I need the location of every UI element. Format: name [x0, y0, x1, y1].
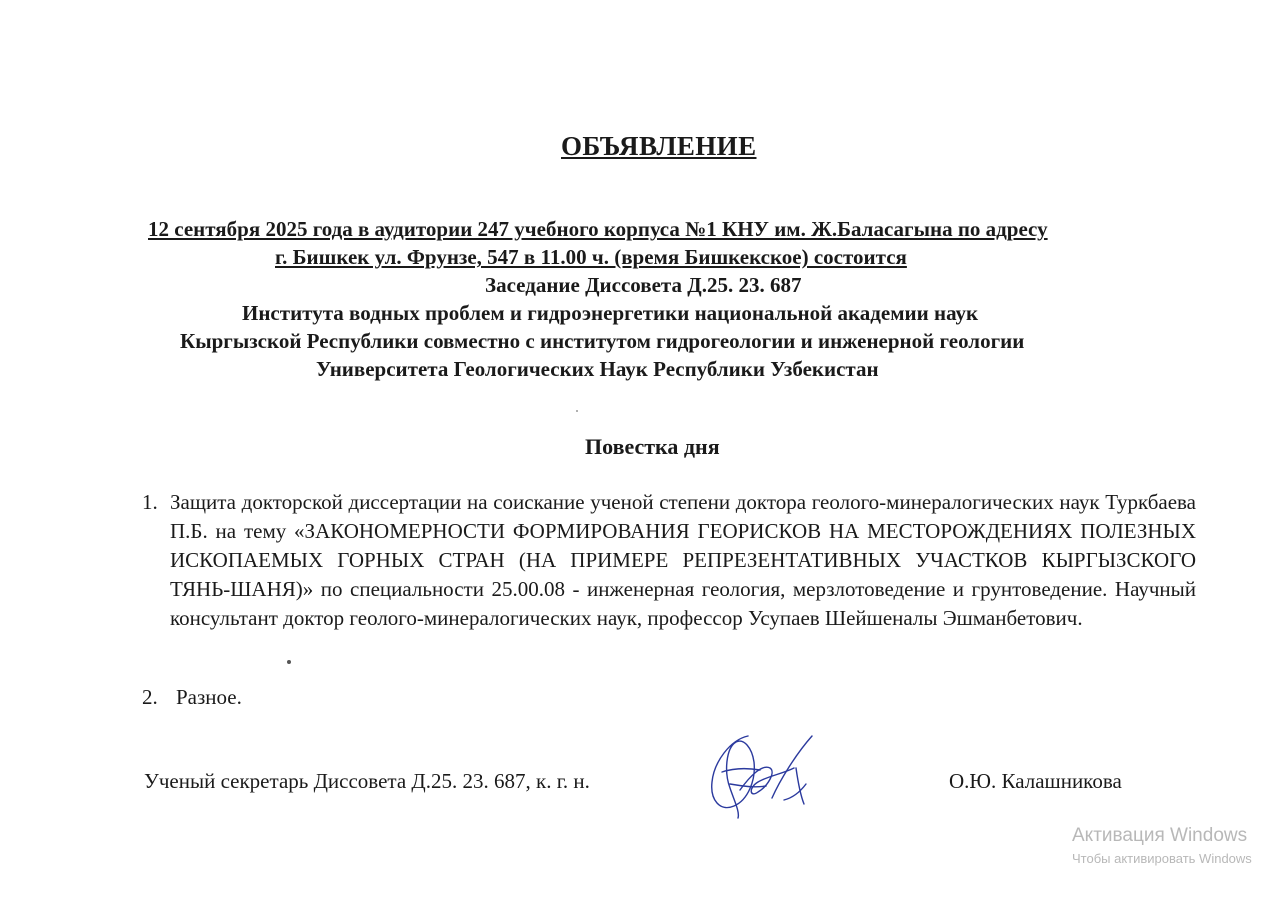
header-line-university: Университета Геологических Наук Республики Узбекистан — [316, 357, 879, 381]
agenda-item-number: 2. — [142, 685, 158, 709]
handwritten-signature — [700, 728, 820, 823]
windows-activation-subtitle: Чтобы активировать Windows — [1072, 851, 1252, 866]
header-line-republic: Кыргызской Республики совместно с институтом гидрогеологии и инженерной геологии — [180, 329, 1025, 353]
agenda-title: Повестка дня — [585, 434, 720, 459]
scan-speck — [576, 410, 578, 412]
agenda-item — [142, 685, 242, 710]
agenda-item-text: Разное. — [176, 685, 242, 709]
agenda-item-number: 1. — [142, 490, 158, 514]
header-line-institute: Института водных проблем и гидроэнергетики национальной академии наук — [242, 301, 979, 325]
agenda-item — [142, 488, 1196, 633]
header-line-date: 12 сентября 2025 года в аудитории 247 учебного корпуса №1 КНУ им. Ж.Баласагына по адресу — [148, 217, 1048, 241]
agenda-item-text: Защита докторской диссертации на соискание ученой степени доктора геолого-минералогических наук Туркбаева П.Б. на тему «ЗАКОНОМЕРНОСТИ ФОРМИРОВАНИЯ ГЕОРИСКОВ НА МЕСТОРОЖДЕНИЯХ ПОЛЕЗНЫХ ИСКОПАЕМЫХ ГОРНЫХ СТРАН (НА ПРИМЕРЕ РЕПРЕЗЕНТАТИВНЫХ УЧАСТКОВ КЫРГЫЗСКОГО ТЯНЬ-ШАНЯ)» по специальности 25.00.08 - инженерная геология, мерзлотоведение и грунтоведение. Научный консультант доктор геолого-минералогических наук, профессор Усупаев Шейшеналы Эшманбетович. — [170, 490, 1196, 630]
secretary-role: Ученый секретарь Диссовета Д.25. 23. 687, к. г. н. — [144, 769, 590, 793]
announcement-title: ОБЪЯВЛЕНИЕ — [561, 131, 757, 161]
secretary-name: О.Ю. Калашникова — [949, 769, 1122, 793]
header-line-address: г. Бишкек ул. Фрунзе, 547 в 11.00 ч. (время Бишкекское) состоится — [275, 245, 907, 269]
header-line-council: Заседание Диссовета Д.25. 23. 687 — [485, 273, 802, 297]
scan-speck — [287, 660, 291, 664]
windows-activation-title: Активация Windows — [1072, 825, 1248, 846]
